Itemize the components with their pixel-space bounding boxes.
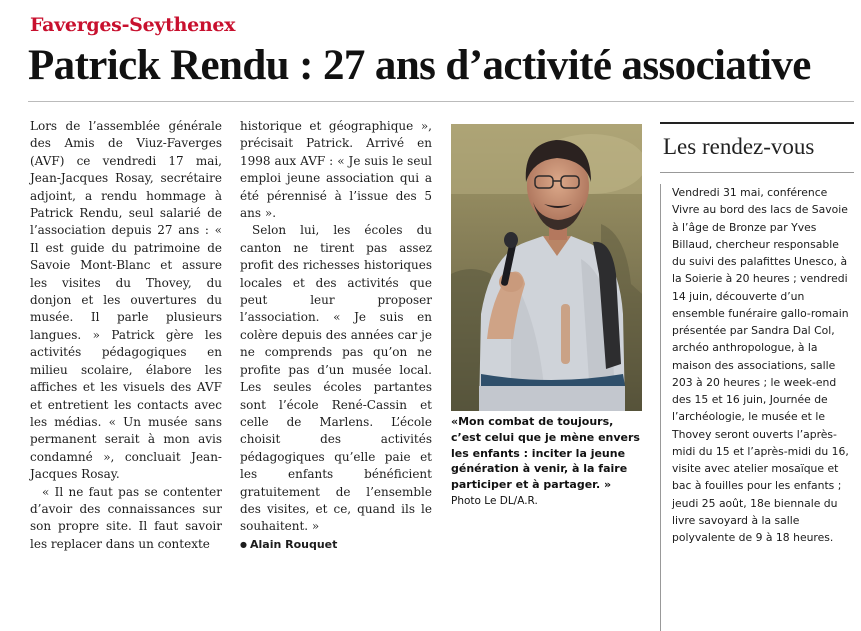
- headline: Patrick Rendu : 27 ans d’activité associative: [28, 42, 811, 89]
- article-column-1: [30, 118, 222, 553]
- byline: [240, 536, 432, 553]
- sidebar-divider: [660, 172, 854, 173]
- kicker: Faverges-Seythenex: [30, 14, 236, 36]
- bullet-icon: ●: [240, 539, 247, 549]
- paragraph: Selon lui, les écoles du canton ne tirent pas assez profit des richesses historiques locales et des activités que peut leur proposer l’association. « Je suis en colère depuis des années car je ne comprends pas qu’on ne profite pas d’un musée local. Les seules écoles partantes sont l’école René-Cassin et celle de Marlens. L’école choisit des activités pédagogiques qu’elle paie et les enfants bénéficient gratuitement de l’ensemble des visites, et ce, quand ils le souhaitent. »: [240, 223, 432, 534]
- top-divider: [28, 101, 854, 102]
- portrait-illustration: [451, 124, 642, 411]
- photo: [451, 124, 642, 411]
- article-column-2: [240, 118, 432, 553]
- byline-name: Alain Rouquet: [249, 537, 338, 551]
- sidebar: [660, 122, 856, 544]
- photo-caption: [451, 414, 646, 510]
- sidebar-top-rule: [660, 122, 854, 124]
- paragraph: historique et géographique », précisait Patrick. Arrivé en 1998 aux AVF : « Je suis le seul emploi jeune association qui a été pérennisé à l’issue des 5 ans ».: [240, 119, 432, 221]
- caption-quote: «Mon combat de toujours, c’est celui que je mène envers les enfants : inciter la jeune génération à venir, à la faire participer et à partager. »: [451, 415, 640, 492]
- sidebar-left-rule: [660, 184, 661, 631]
- paragraph: « Il ne faut pas se contenter d’avoir des connaissances sur son propre site. Il faut savoir les replacer dans un contexte: [30, 484, 222, 551]
- paragraph: Lors de l’assemblée générale des Amis de Viuz-Faverges (AVF) ce vendredi 17 mai, Jean-Jacques Rosay, secrétaire adjoint, a rendu hommage à Patrick Rendu, seul salarié de l’association depuis 27 ans : « Il est guide du patrimoine de Savoie Mont-Blanc et assure les visites du Thovey, du donjon et les ouvertures du musée. Il parle plusieurs langues. » Patrick gère les activités pédagogiques en milieu scolaire, élabore les affiches et les visuels des AVF et entretient les contacts avec les médias. « Un musée sans permanent serait à mon avis condamné », concluait Jean-Jacques Rosay.: [30, 119, 222, 482]
- sidebar-text: Vendredi 31 mai, conférence Vivre au bord des lacs de Savoie à l’âge de Bronze par Yves Billaud, chercheur responsable du suivi des palafittes Unesco, à la Soierie à 20 heures ; vendredi 14 juin, découverte d’un ensemble funéraire gallo-romain présentée par Sandra Dal Col, archéo anthropologue, à la maison des associations, salle 203 à 20 heures ; le week-end des 15 et 16 juin, Journée de l’archéologie, le musée et le Thovey seront ouverts l’après-midi du 15 et l’après-midi du 16, visite avec atelier mosaïque et bac à fouilles pour les enfants ; jeudi 25 août, 18e biennale du livre savoyard à la salle polyvalente de 9 à 18 heures.: [672, 186, 849, 544]
- sidebar-title: Les rendez-vous: [663, 134, 815, 159]
- photo-credit: Photo Le DL/A.R.: [451, 494, 538, 507]
